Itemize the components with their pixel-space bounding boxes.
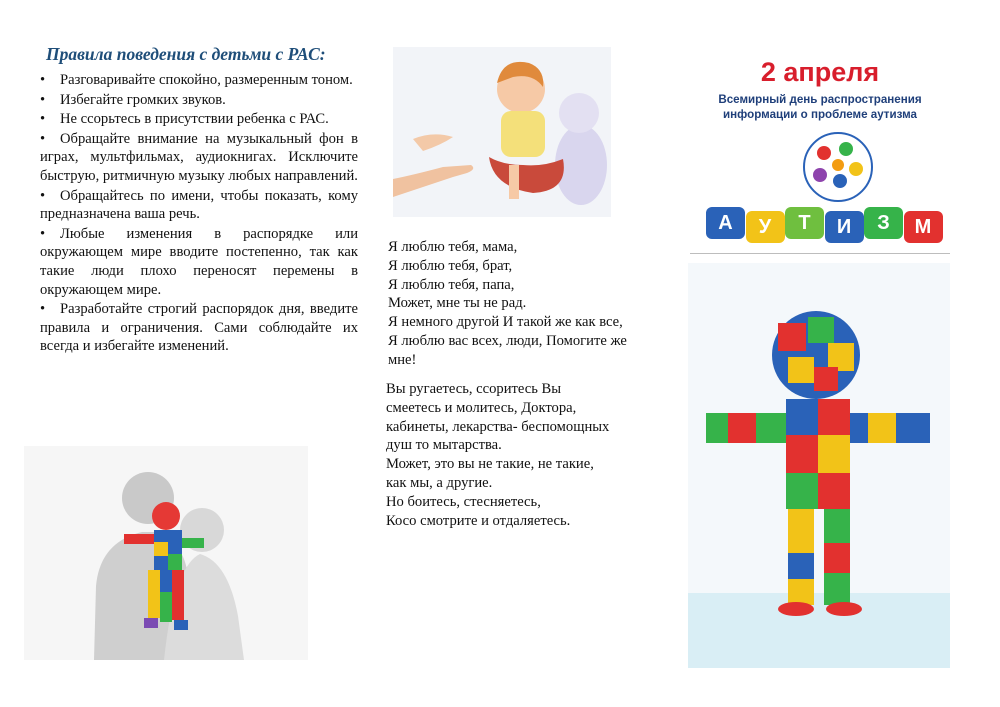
poem-line: Может, мне ты не рад. [388,295,527,312]
poem-line: Но боитесь, стесняетесь, [386,493,541,510]
puzzle-letter: У [758,215,772,238]
banner-subtitle-line: Всемирный день распространения [718,93,922,106]
child-with-hands-icon [393,47,611,217]
puzzle-letter: З [877,211,890,234]
puzzle-letter: Т [798,211,811,234]
family-illustration [24,446,308,660]
poem-stanza-2 [386,380,668,530]
rule-item: • Разговаривайте спокойно, размеренным тоном. [40,71,358,90]
puzzle-letter-piece [904,211,943,243]
rule-item: • Обращайте внимание на музыкальный фон в играх, мультфильмах, аудиокнигах. Исключите быструю, ритмичную музыку любых направлений. [40,130,358,186]
puzzle-letter-piece [825,211,864,243]
poem-line: Я люблю тебя, брат, [388,257,513,274]
puzzle-word-row [706,207,942,247]
rule-item: • Разработайте строгий распорядок дня, введите правила и ограничения. Сами соблюдайте их всегда и избегайте изменений. [40,300,358,356]
poem-line: Может, это вы не такие, не такие, [386,456,594,473]
poem-line: кабинеты, лекарства- беспомощных [386,418,610,435]
poem-line: Я немного другой И такой же как все, [388,314,623,331]
poem-line: мне! [388,351,417,368]
banner-subtitle [690,92,950,122]
rule-item: • Обращайтесь по имени, чтобы показать, кому предназначена ваша речь. [40,187,358,224]
poem-line: Я люблю тебя, папа, [388,276,515,293]
poem-line: как мы, а другие. [386,474,493,491]
puzzle-letter: И [836,215,852,238]
banner-subtitle-line: информации о проблеме аутизма [723,108,917,121]
rules-list [40,71,358,356]
globe-people-icon [800,129,876,205]
puzzle-letter: А [718,211,733,234]
divider [690,253,950,254]
child-photo [393,47,611,217]
puzzle-child-icon [688,263,950,668]
poem-line: Я люблю тебя, мама, [388,239,518,255]
puzzle-letter-piece [864,207,903,239]
poem-line: Вы ругаетесь, ссоритесь Вы [386,381,562,397]
poem-stanza-1 [388,238,670,370]
banner-date: 2 апреля [760,57,880,87]
rules-section [40,44,358,357]
rule-item: • Избегайте громких звуков. [40,91,358,110]
puzzle-letter-piece [785,207,824,239]
rule-item: • Любые изменения в распорядке или окружающем мире вводите постепенно, так как такие люди плохо переносят перемены в окружающем мире. [40,225,358,299]
puzzle-letter-piece [746,211,785,243]
puzzle-child-illustration [688,263,950,668]
poem-line: душ то мытарства. [386,437,502,454]
autism-day-banner [690,47,950,257]
poem-line: Косо смотрите и отдаляетесь. [386,512,571,529]
poem-line: смеетесь и молитесь, Доктора, [386,399,577,416]
puzzle-letter-piece [706,207,745,239]
rules-title: Правила поведения с детьми с РАС: [46,44,326,64]
puzzle-letter: М [914,215,932,238]
poem-line: Я люблю вас всех, люди, Помогите же [388,332,627,349]
rule-item: • Не ссорьтесь в присутствии ребенка с РАС. [40,110,358,129]
family-silhouette-icon [24,446,308,660]
